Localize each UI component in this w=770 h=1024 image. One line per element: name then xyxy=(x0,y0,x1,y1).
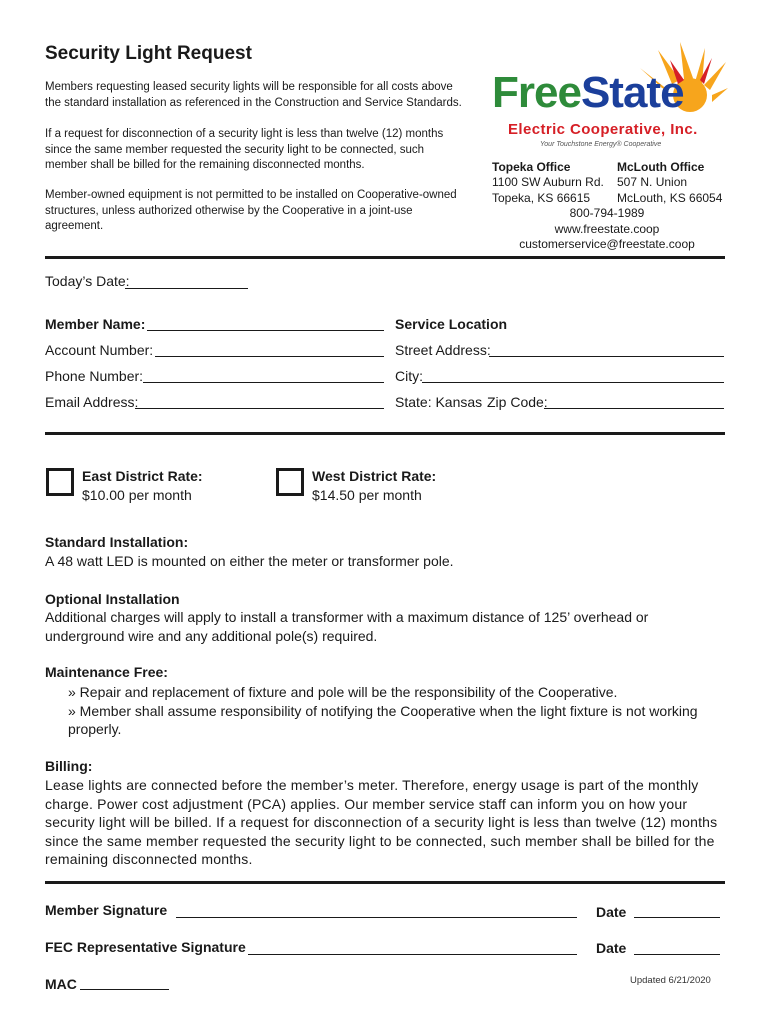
member-name-label: Member Name: xyxy=(45,316,146,332)
mclouth-address-line1: 507 N. Union xyxy=(617,175,688,189)
maintenance-bullet-2: » Member shall assume responsibility of notifying the Cooperative when the light fixture is not working properly. xyxy=(68,703,698,737)
logo-subtitle: Electric Cooperative, Inc. xyxy=(508,121,698,138)
member-signature-field[interactable] xyxy=(176,903,577,918)
divider-middle xyxy=(45,432,725,435)
member-name-field[interactable] xyxy=(147,316,384,331)
maintenance-heading: Maintenance Free: xyxy=(45,664,168,680)
phone-number: 800-794-1989 xyxy=(569,206,645,220)
logo-word-state: State xyxy=(580,68,684,117)
mclouth-address-line2: McLouth, KS 66054 xyxy=(617,191,723,205)
service-location-heading: Service Location xyxy=(395,316,508,332)
optional-installation-text: Additional charges will apply to install a transformer with a maximum distance of 125’ overhead or underground wire and any additional pole(s) required. xyxy=(45,609,649,644)
freestate-logo xyxy=(492,68,684,118)
topeka-office-heading: Topeka Office xyxy=(492,160,571,174)
account-number-label: Account Number: xyxy=(45,342,154,358)
member-date-label: Date xyxy=(596,904,627,920)
east-district-rate-price: $10.00 per month xyxy=(82,487,192,503)
city-field[interactable] xyxy=(422,368,724,383)
intro-paragraph-member-owned: Member-owned equipment is not permitted to be installed on Cooperative-owned structures, unless authorized otherwise by the Cooperative in a joint-use agreement. xyxy=(45,189,457,232)
website-link[interactable]: www.freestate.coop xyxy=(554,222,660,236)
optional-installation-heading: Optional Installation xyxy=(45,591,180,607)
east-district-checkbox[interactable] xyxy=(46,468,74,496)
logo-tagline: Your Touchstone Energy® Cooperative xyxy=(540,141,662,148)
email-address-label: Email Address: xyxy=(45,394,139,410)
fec-date-field[interactable] xyxy=(634,940,720,955)
fec-date-label: Date xyxy=(596,940,627,956)
topeka-address-line1: 1100 SW Auburn Rd. xyxy=(492,175,604,189)
email-link[interactable]: customerservice@freestate.coop xyxy=(519,237,695,251)
logo-word-free: Free xyxy=(492,68,581,117)
street-address-label: Street Address: xyxy=(395,342,491,358)
updated-date: Updated 6/21/2020 xyxy=(630,975,711,986)
standard-installation-heading: Standard Installation: xyxy=(45,534,189,550)
zip-code-label: Zip Code: xyxy=(487,394,548,410)
topeka-address-line2: Topeka, KS 66615 xyxy=(492,191,591,205)
phone-number-label: Phone Number: xyxy=(45,368,144,384)
mac-label: MAC xyxy=(45,976,77,992)
billing-heading: Billing: xyxy=(45,758,93,774)
divider-bottom xyxy=(45,881,725,884)
standard-installation-text: A 48 watt LED is mounted on either the meter or transformer pole. xyxy=(45,553,454,569)
todays-date-field[interactable] xyxy=(125,274,248,289)
intro-paragraph-disconnection: If a request for disconnection of a security light is less than twelve (12) months since the same member requested the security light to be connected, such member shall be billed for the remaining disconnected months. xyxy=(45,128,444,171)
email-address-field[interactable] xyxy=(135,394,384,409)
page-title: Security Light Request xyxy=(45,43,252,64)
west-district-rate-label: West District Rate: xyxy=(312,468,437,484)
state-label: State: Kansas xyxy=(395,394,483,410)
phone-number-field[interactable] xyxy=(143,368,384,383)
mac-field[interactable] xyxy=(80,975,169,990)
mclouth-office-heading: McLouth Office xyxy=(617,160,705,174)
west-district-checkbox[interactable] xyxy=(276,468,304,496)
zip-code-field[interactable] xyxy=(544,394,724,409)
member-date-field[interactable] xyxy=(634,903,720,918)
maintenance-bullet-1: » Repair and replacement of fixture and pole will be the responsibility of the Cooperative. xyxy=(68,684,618,700)
west-district-rate-price: $14.50 per month xyxy=(312,487,422,503)
intro-paragraph-costs: Members requesting leased security lights will be responsible for all costs above the standard installation as referenced in the Construction and Service Standards. xyxy=(45,81,462,109)
city-label: City: xyxy=(395,368,423,384)
billing-text: Lease lights are connected before the member’s meter. Therefore, energy usage is part of the monthly charge. Power cost adjustment (PCA) applies. Our member service staff can inform you on how your security light will be billed. If a request for disconnection of a security light is less than twelve (12) months since the same member requested the security light to be connected, such member shall be billed for the remaining disconnected months. xyxy=(45,777,718,867)
east-district-rate-label: East District Rate: xyxy=(82,468,203,484)
street-address-field[interactable] xyxy=(489,342,724,357)
fec-signature-field[interactable] xyxy=(248,940,577,955)
fec-signature-label: FEC Representative Signature xyxy=(45,939,246,955)
todays-date-label: Today’s Date: xyxy=(45,273,130,289)
divider-top xyxy=(45,256,725,259)
member-signature-label: Member Signature xyxy=(45,902,168,918)
account-number-field[interactable] xyxy=(155,342,384,357)
